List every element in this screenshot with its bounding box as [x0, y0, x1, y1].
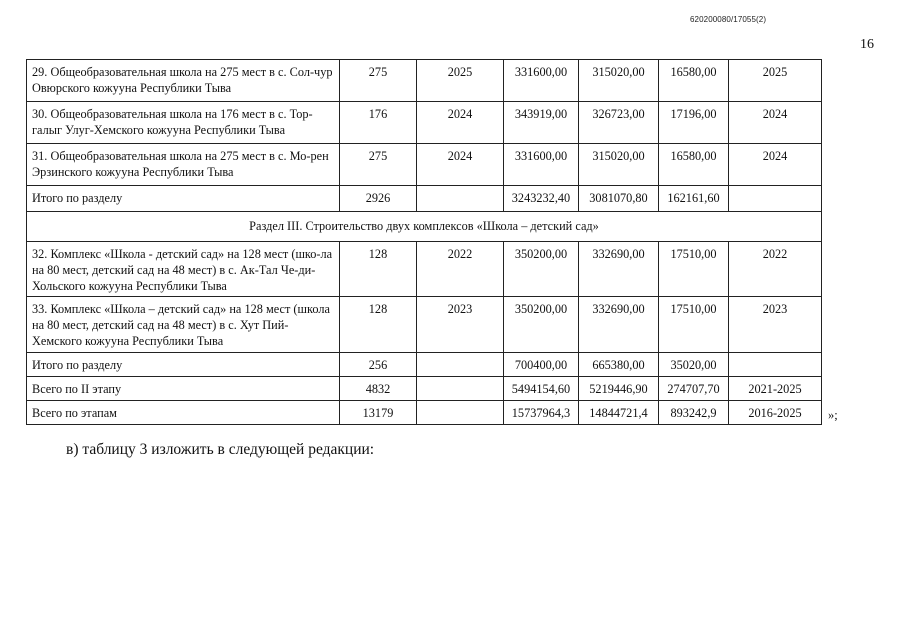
regional-cell: 16580,00 [659, 60, 729, 102]
doc-code: 620200080/17055(2) [690, 15, 767, 24]
subtotal-label-cell: Итого по разделу [27, 186, 340, 212]
federal-cell: 14844721,4 [579, 401, 659, 425]
regional-cell: 16580,00 [659, 144, 729, 186]
capacity-cell: 176 [340, 102, 417, 144]
year-cell [417, 353, 504, 377]
federal-cell: 5219446,90 [579, 377, 659, 401]
total-cell: 15737964,3 [504, 401, 579, 425]
total-cell: 350200,00 [504, 297, 579, 353]
federal-cell: 326723,00 [579, 102, 659, 144]
stage-total-label-cell: Всего по II этапу [27, 377, 340, 401]
object-name-cell: 30. Общеобразовательная школа на 176 мест в с. Тор-галыг Улуг-Хемского кожууна Республики Тыва [27, 102, 340, 144]
total-cell: 331600,00 [504, 60, 579, 102]
object-name-cell: 33. Комплекс «Школа – детский сад» на 128 мест (школа на 80 мест, детский сад на 48 мест) в с. Хут Пий-Хемского кожууна Республики Тыва [27, 297, 340, 353]
year-cell: 2023 [417, 297, 504, 353]
construction-table [26, 59, 822, 425]
regional-cell: 893242,9 [659, 401, 729, 425]
regional-cell: 17510,00 [659, 242, 729, 297]
federal-cell: 332690,00 [579, 297, 659, 353]
period-cell: 2025 [729, 60, 822, 102]
period-cell: 2024 [729, 144, 822, 186]
object-name-cell: 29. Общеобразовательная школа на 275 мест в с. Сол-чур Овюрского кожууна Республики Тыва [27, 60, 340, 102]
instruction-text: в) таблицу 3 изложить в следующей редакции: [66, 441, 375, 458]
table-row [27, 60, 822, 102]
table-row [27, 186, 822, 212]
capacity-cell: 4832 [340, 377, 417, 401]
period-cell: 2022 [729, 242, 822, 297]
capacity-cell: 256 [340, 353, 417, 377]
regional-cell: 274707,70 [659, 377, 729, 401]
table-row [27, 297, 822, 353]
total-cell: 3243232,40 [504, 186, 579, 212]
year-cell: 2025 [417, 60, 504, 102]
federal-cell: 3081070,80 [579, 186, 659, 212]
total-cell: 350200,00 [504, 242, 579, 297]
section-title: Раздел III. Строительство двух комплексов «Школа – детский сад» [27, 212, 822, 242]
capacity-cell: 13179 [340, 401, 417, 425]
federal-cell: 665380,00 [579, 353, 659, 377]
table-row [27, 102, 822, 144]
year-cell: 2024 [417, 102, 504, 144]
period-cell [729, 353, 822, 377]
capacity-cell: 128 [340, 297, 417, 353]
page-number: 16 [860, 37, 874, 52]
total-cell: 343919,00 [504, 102, 579, 144]
table-row [27, 401, 822, 425]
period-cell: 2016-2025 [729, 401, 822, 425]
regional-cell: 35020,00 [659, 353, 729, 377]
table-row [27, 353, 822, 377]
federal-cell: 315020,00 [579, 60, 659, 102]
closing-quote-mark: »; [828, 408, 838, 422]
federal-cell: 315020,00 [579, 144, 659, 186]
period-cell: 2024 [729, 102, 822, 144]
federal-cell: 332690,00 [579, 242, 659, 297]
object-name-cell: 32. Комплекс «Школа - детский сад» на 128 мест (шко-ла на 80 мест, детский сад на 48 мест) в с. Ак-Тал Че-ди-Хольского кожууна Республики Тыва [27, 242, 340, 297]
year-cell: 2022 [417, 242, 504, 297]
period-cell: 2021-2025 [729, 377, 822, 401]
regional-cell: 17196,00 [659, 102, 729, 144]
subtotal-label-cell: Итого по разделу [27, 353, 340, 377]
grand-total-label-cell: Всего по этапам [27, 401, 340, 425]
regional-cell: 162161,60 [659, 186, 729, 212]
year-cell: 2024 [417, 144, 504, 186]
total-cell: 700400,00 [504, 353, 579, 377]
year-cell [417, 401, 504, 425]
period-cell [729, 186, 822, 212]
capacity-cell: 275 [340, 144, 417, 186]
year-cell [417, 377, 504, 401]
object-name-cell: 31. Общеобразовательная школа на 275 мест в с. Мо-рен Эрзинского кожууна Республики Тыва [27, 144, 340, 186]
capacity-cell: 275 [340, 60, 417, 102]
table-row [27, 144, 822, 186]
year-cell [417, 186, 504, 212]
total-cell: 331600,00 [504, 144, 579, 186]
regional-cell: 17510,00 [659, 297, 729, 353]
table-row [27, 377, 822, 401]
capacity-cell: 2926 [340, 186, 417, 212]
capacity-cell: 128 [340, 242, 417, 297]
period-cell: 2023 [729, 297, 822, 353]
section-header-row [27, 212, 822, 242]
table-row [27, 242, 822, 297]
total-cell: 5494154,60 [504, 377, 579, 401]
